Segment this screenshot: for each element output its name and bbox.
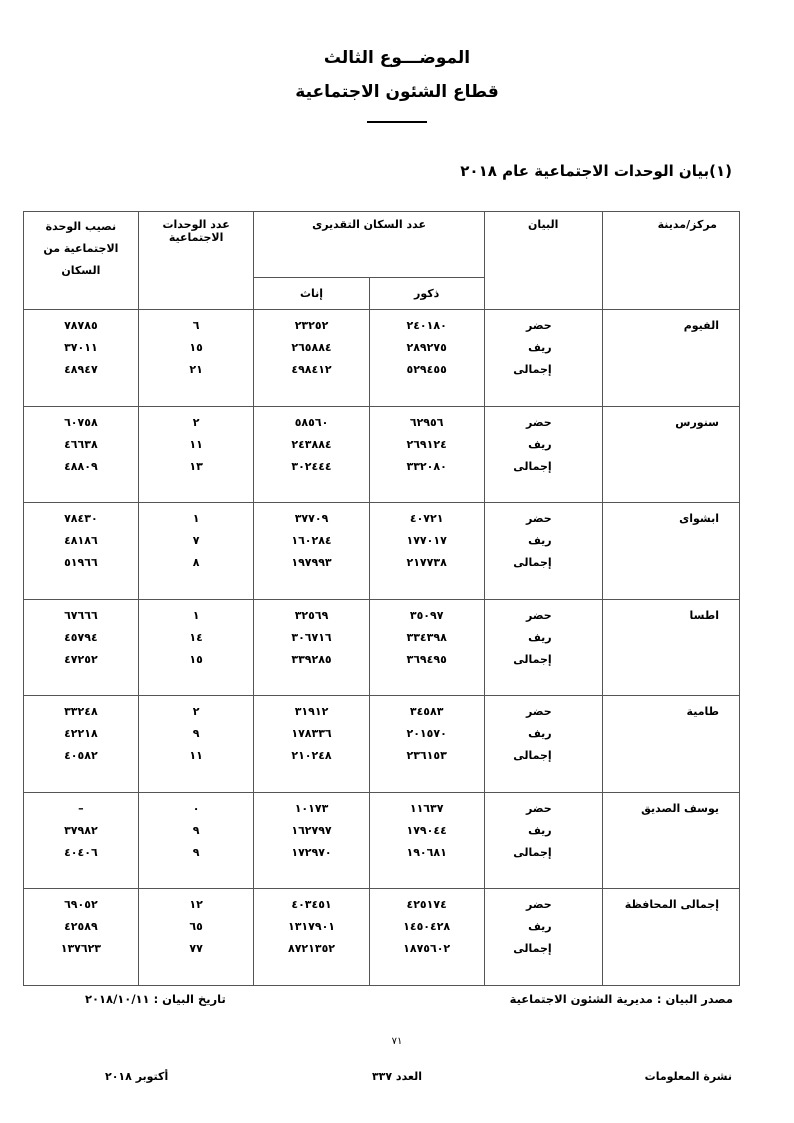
share-value: – — [78, 801, 84, 815]
females-value-cell — [254, 406, 369, 503]
units-value-cell — [138, 406, 254, 503]
females-value: ١٦٢٧٩٧ — [291, 823, 332, 837]
females-value: ٥٨٥٦٠ — [294, 415, 329, 429]
table-row — [24, 599, 740, 696]
females-value: ٢١٠٢٤٨ — [291, 749, 332, 763]
females-value: ٣٠٢٤٤٤ — [291, 459, 332, 473]
units-value: ١٣ — [189, 459, 203, 473]
females-value-cell — [254, 696, 369, 793]
units-value: ٦٥ — [189, 920, 203, 934]
city-name: إجمالى المحافظة — [624, 898, 719, 912]
males-value: ٢٤٠١٨٠ — [406, 319, 447, 332]
title-underline — [367, 121, 427, 123]
row-label: حضر — [526, 801, 552, 815]
males-value: ٢١٧٧٣٨ — [406, 556, 447, 570]
males-value-cell — [369, 503, 484, 600]
units-value: ٩ — [192, 727, 200, 741]
units-value: ١١ — [189, 749, 203, 763]
share-value: ٦٠٧٥٨ — [64, 415, 98, 429]
row-label: حضر — [526, 898, 552, 912]
males-value: ١٧٧٠١٧ — [406, 534, 447, 548]
col-header-males: ذكور — [369, 278, 484, 310]
share-value-cell — [24, 696, 139, 793]
table-body — [24, 310, 740, 986]
females-value: ٣١٩١٢ — [294, 705, 329, 719]
col-header-share-line2: الاجتماعية من السكان — [43, 242, 119, 277]
share-value-cell — [24, 310, 139, 407]
city-name: سنورس — [675, 415, 719, 429]
females-value: ١٠١٧٣ — [294, 801, 329, 815]
row-label-cell — [484, 889, 602, 986]
col-header-share-line1: نصيب الوحدة — [45, 220, 117, 233]
col-header-share — [24, 212, 139, 310]
page-number: ٧١ — [391, 1036, 403, 1047]
share-value: ٤٨١٨٦ — [64, 534, 98, 548]
city-cell — [602, 503, 739, 600]
footer-month: أكتوبر ٢٠١٨ — [105, 1070, 169, 1083]
share-value-cell — [24, 792, 139, 889]
units-value: ١٥ — [189, 341, 203, 354]
row-label-cell — [484, 792, 602, 889]
row-label: ريف — [528, 823, 552, 837]
share-value: ٣٧٩٨٢ — [64, 823, 98, 837]
city-cell — [602, 792, 739, 889]
share-value: ٧٨٤٣٠ — [64, 512, 98, 526]
units-value-cell — [138, 503, 254, 600]
units-value: ١ — [192, 512, 200, 526]
males-value-cell — [369, 792, 484, 889]
page-title: الموضـــوع الثالث — [323, 48, 471, 68]
city-cell — [602, 406, 739, 503]
data-date: تاريخ البيان : ٢٠١٨/١٠/١١ — [85, 992, 226, 1006]
males-value: ٦٢٩٥٦ — [409, 415, 444, 429]
females-value: ١٣١٧٩٠١ — [288, 920, 335, 934]
row-label: إجمالى — [513, 459, 552, 473]
share-value: ٣٣٢٤٨ — [64, 705, 98, 719]
table-row — [24, 696, 740, 793]
females-value-cell — [254, 503, 369, 600]
units-value: ٩ — [192, 823, 200, 837]
row-label: حضر — [526, 608, 552, 622]
females-value: ١٦٠٢٨٤ — [291, 534, 332, 548]
units-value: ٢ — [192, 705, 200, 719]
females-value: ٢٦٥٨٨٤ — [291, 341, 332, 354]
females-value: ١٧٨٣٣٦ — [291, 727, 332, 741]
share-value: ٤٨٨٠٩ — [64, 459, 98, 473]
units-value: ٩ — [192, 845, 200, 859]
males-value: ٥٢٩٤٥٥ — [406, 363, 447, 376]
males-value: ٢٠١٥٧٠ — [406, 727, 447, 741]
row-label-cell — [484, 406, 602, 503]
males-value: ٣٣٤٣٩٨ — [406, 630, 447, 644]
col-header-bayan: البيان — [484, 212, 602, 310]
row-label: ريف — [528, 534, 552, 548]
females-value-cell — [254, 599, 369, 696]
table-row — [24, 792, 740, 889]
share-value: ٤٨٩٤٧ — [64, 363, 98, 376]
table-row — [24, 406, 740, 503]
row-label: إجمالى — [513, 556, 552, 570]
share-value-cell — [24, 503, 139, 600]
units-value: ٧ — [192, 534, 200, 548]
units-value: ٠ — [192, 801, 200, 815]
share-value: ٤٢٢١٨ — [64, 727, 98, 741]
units-value-cell — [138, 889, 254, 986]
units-value-cell — [138, 792, 254, 889]
table-row — [24, 503, 740, 600]
row-label: إجمالى — [513, 845, 552, 859]
row-label: ريف — [528, 437, 552, 451]
females-value: ٨٧٢١٣٥٢ — [288, 942, 335, 956]
city-name: الفيوم — [683, 319, 719, 332]
share-value: ٤٥٧٩٤ — [64, 630, 98, 644]
city-cell — [602, 599, 739, 696]
share-value: ٣٧٠١١ — [64, 341, 98, 354]
males-value: ٣٦٩٤٩٥ — [406, 652, 447, 666]
females-value: ٣٢٥٦٩ — [294, 608, 329, 622]
units-value: ٢ — [192, 415, 200, 429]
row-label: ريف — [528, 727, 552, 741]
city-name: طامية — [686, 705, 719, 719]
females-value: ٤٠٣٤٥١ — [291, 898, 332, 912]
share-value-cell — [24, 406, 139, 503]
share-value: ٤٠٤٠٦ — [64, 845, 98, 859]
males-value: ١٩٠٦٨١ — [406, 845, 447, 859]
females-value: ١٧٢٩٧٠ — [291, 845, 332, 859]
units-value-cell — [138, 599, 254, 696]
males-value: ١٧٩٠٤٤ — [406, 823, 447, 837]
share-value: ١٣٧٦٢٣ — [60, 942, 102, 956]
males-value: ١١٦٣٧ — [409, 801, 444, 815]
females-value: ٢٤٣٨٨٤ — [291, 437, 332, 451]
females-value-cell — [254, 792, 369, 889]
females-value: ٣٧٧٠٩ — [294, 512, 329, 526]
row-label: حضر — [526, 705, 552, 719]
share-value: ٤٠٥٨٢ — [64, 749, 98, 763]
share-value: ٤٢٥٨٩ — [64, 920, 98, 934]
females-value-cell — [254, 310, 369, 407]
row-label: إجمالى — [513, 749, 552, 763]
city-cell — [602, 889, 739, 986]
units-value: ١٢ — [189, 898, 203, 912]
males-value-cell — [369, 310, 484, 407]
table-row — [24, 310, 740, 407]
units-value: ٦ — [192, 319, 200, 332]
footer-issue: العدد ٣٣٧ — [371, 1070, 423, 1083]
row-label-cell — [484, 503, 602, 600]
males-value: ٣٤٥٨٣ — [409, 705, 444, 719]
males-value: ٢٣٦١٥٣ — [406, 749, 447, 763]
row-label: حضر — [526, 512, 552, 526]
row-label: ريف — [528, 920, 552, 934]
units-value: ١٥ — [189, 652, 203, 666]
col-header-females: إناث — [254, 278, 369, 310]
share-value: ٥١٩٦٦ — [64, 556, 98, 570]
city-name: يوسف الصديق — [641, 801, 719, 815]
males-value-cell — [369, 406, 484, 503]
footer-bulletin: نشرة المعلومات — [644, 1070, 732, 1083]
males-value: ١٨٧٥٦٠٢ — [403, 942, 451, 956]
units-value: ١٤ — [189, 630, 203, 644]
males-value: ٣٣٢٠٨٠ — [406, 459, 447, 473]
units-value: ٢١ — [189, 363, 203, 376]
row-label: إجمالى — [513, 363, 552, 376]
col-header-city: مركز/مدينة — [602, 212, 739, 310]
data-source: مصدر البيان : مديرية الشئون الاجتماعية — [509, 992, 733, 1006]
col-header-population: عدد السكان التقديرى — [254, 212, 484, 278]
females-value-cell — [254, 889, 369, 986]
row-label: ريف — [528, 630, 552, 644]
row-label: حضر — [526, 415, 552, 429]
males-value: ٤٢٥١٧٤ — [406, 898, 447, 912]
social-units-table — [23, 211, 740, 986]
males-value: ٣٥٠٩٧ — [409, 608, 444, 622]
males-value-cell — [369, 889, 484, 986]
females-value: ٣٠٦٧١٦ — [291, 630, 332, 644]
males-value-cell — [369, 599, 484, 696]
row-label: إجمالى — [513, 942, 552, 956]
males-value-cell — [369, 696, 484, 793]
males-value: ٤٠٧٢١ — [409, 512, 444, 526]
females-value: ١٩٧٩٩٣ — [291, 556, 332, 570]
units-value: ١١ — [189, 437, 203, 451]
table-caption: (١)بيان الوحدات الاجتماعية عام ٢٠١٨ — [460, 162, 732, 180]
females-value: ٤٩٨٤١٢ — [291, 363, 332, 376]
row-label: إجمالى — [513, 652, 552, 666]
city-cell — [602, 310, 739, 407]
females-value: ٣٣٩٢٨٥ — [291, 652, 332, 666]
share-value: ٦٩٠٥٢ — [64, 898, 98, 912]
share-value-cell — [24, 889, 139, 986]
females-value: ٢٣٢٥٢ — [294, 319, 329, 332]
row-label-cell — [484, 696, 602, 793]
page-subtitle: قطاع الشئون الاجتماعية — [295, 82, 499, 102]
row-label: ريف — [528, 341, 552, 354]
share-value: ٧٨٧٨٥ — [64, 319, 98, 332]
units-value: ١ — [192, 608, 200, 622]
row-label: حضر — [526, 319, 552, 332]
males-value: ٢٨٩٢٧٥ — [406, 341, 447, 354]
units-value-cell — [138, 310, 254, 407]
units-value: ٨ — [192, 556, 200, 570]
males-value: ٢٦٩١٢٤ — [406, 437, 447, 451]
city-name: ابشواى — [679, 512, 719, 526]
row-label-cell — [484, 599, 602, 696]
share-value-cell — [24, 599, 139, 696]
col-header-units: عدد الوحدات الاجتماعية — [138, 212, 254, 310]
units-value-cell — [138, 696, 254, 793]
row-label-cell — [484, 310, 602, 407]
units-value: ٧٧ — [189, 942, 203, 956]
table-row — [24, 889, 740, 986]
males-value: ١٤٥٠٤٢٨ — [403, 920, 451, 934]
share-value: ٤٧٢٥٢ — [64, 652, 98, 666]
city-cell — [602, 696, 739, 793]
share-value: ٤٦٦٣٨ — [64, 437, 98, 451]
city-name: اطسا — [689, 608, 719, 622]
share-value: ٦٧٦٦٦ — [64, 608, 98, 622]
